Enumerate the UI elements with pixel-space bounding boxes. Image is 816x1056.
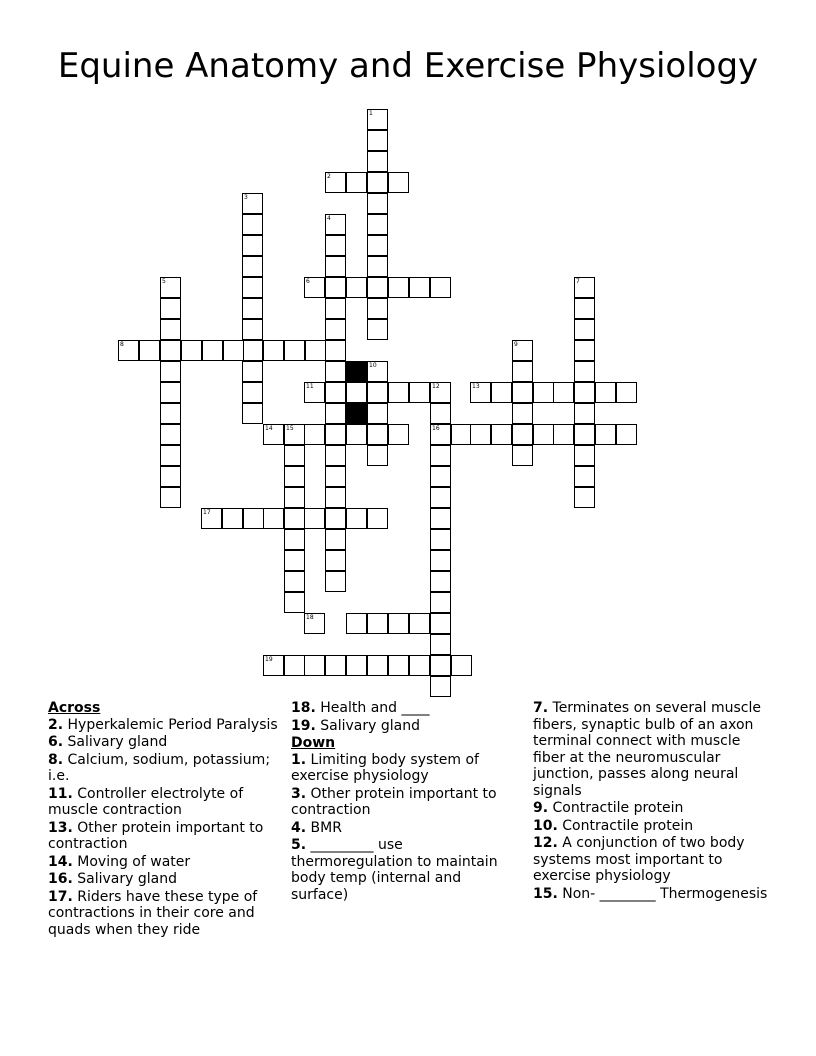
clue-down-4: 4. BMR <box>291 819 342 836</box>
grid-cell[interactable] <box>574 403 595 424</box>
clue-number-8: 8 <box>120 341 124 348</box>
grid-cell[interactable] <box>512 403 533 424</box>
clue-number-9: 9 <box>514 341 518 348</box>
grid-cell[interactable] <box>160 403 181 424</box>
grid-cell[interactable] <box>160 466 181 487</box>
grid-cell[interactable] <box>367 508 388 529</box>
grid-cell[interactable] <box>139 340 160 361</box>
grid-cell[interactable] <box>533 424 554 445</box>
clue-across-14: 14. Moving of water <box>48 853 191 870</box>
grid-cell[interactable] <box>470 424 491 445</box>
grid-cell[interactable] <box>430 487 451 508</box>
grid-cell[interactable] <box>263 508 284 529</box>
grid-cell[interactable] <box>616 424 637 445</box>
grid-cell[interactable] <box>574 361 595 382</box>
grid-cell[interactable] <box>430 529 451 550</box>
grid-cell[interactable] <box>284 550 305 571</box>
clue-across-18: 18. Health and ____ <box>291 700 430 716</box>
grid-cell[interactable] <box>160 319 181 340</box>
grid-cell[interactable] <box>430 445 451 466</box>
grid-cell[interactable] <box>595 382 616 403</box>
clue-across-19: 19. Salivary gland <box>291 717 420 734</box>
grid-cell[interactable] <box>242 340 263 361</box>
grid-cell[interactable] <box>223 340 244 361</box>
grid-cell[interactable] <box>430 508 451 529</box>
clue-number-13: 13 <box>472 383 480 390</box>
grid-cell[interactable] <box>304 424 325 445</box>
grid-cell[interactable] <box>242 361 263 382</box>
grid-cell[interactable] <box>160 424 181 445</box>
grid-cell[interactable] <box>367 445 388 466</box>
clue-across-17: 17. Riders have these type of contractions in their core and quads when they ride <box>48 888 258 938</box>
page-title: Equine Anatomy and Exercise Physiology <box>57 46 759 86</box>
grid-cell[interactable] <box>512 382 533 403</box>
grid-cell[interactable] <box>325 235 346 256</box>
grid-cell[interactable] <box>263 340 284 361</box>
grid-cell[interactable] <box>367 193 388 214</box>
clue-number-6: 6 <box>306 278 310 285</box>
grid-cell[interactable] <box>388 613 409 634</box>
grid-cell[interactable] <box>430 571 451 592</box>
grid-cell[interactable] <box>367 214 388 235</box>
grid-cell[interactable] <box>512 361 533 382</box>
grid-cell[interactable] <box>430 634 451 655</box>
grid-cell[interactable] <box>574 487 595 508</box>
grid-cell[interactable] <box>595 424 616 445</box>
grid-cell[interactable] <box>367 130 388 151</box>
grid-cell[interactable] <box>451 424 472 445</box>
grid-cell[interactable] <box>367 382 388 403</box>
grid-cell[interactable] <box>284 508 305 529</box>
grid-cell[interactable] <box>367 424 388 445</box>
grid-cell[interactable] <box>430 592 451 613</box>
grid-cell[interactable] <box>284 466 305 487</box>
grid-cell[interactable] <box>574 319 595 340</box>
clue-down-15: 15. Non- ________ Thermogenesis <box>533 885 768 902</box>
grid-cell[interactable] <box>242 235 263 256</box>
grid-cell[interactable] <box>284 571 305 592</box>
grid-cell[interactable] <box>305 340 326 361</box>
grid-cell[interactable] <box>160 382 181 403</box>
clue-down-5: 5. _________ use thermoregulation to maintain body temp (internal and surface) <box>291 837 498 903</box>
clue-number-5: 5 <box>162 278 166 285</box>
grid-cell[interactable] <box>284 445 305 466</box>
clue-number-10: 10 <box>369 362 377 369</box>
grid-cell[interactable] <box>574 340 595 361</box>
grid-cell[interactable] <box>409 655 430 676</box>
grid-cell[interactable] <box>346 508 367 529</box>
grid-cell[interactable] <box>367 277 388 298</box>
clue-number-19: 19 <box>265 656 273 663</box>
grid-cell[interactable] <box>325 571 346 592</box>
grid-cell[interactable] <box>409 613 430 634</box>
grid-cell[interactable] <box>325 256 346 277</box>
grid-cell[interactable] <box>160 298 181 319</box>
grid-cell[interactable] <box>616 382 637 403</box>
clue-number-15: 15 <box>286 425 294 432</box>
grid-cell[interactable] <box>430 277 451 298</box>
grid-cell[interactable] <box>346 424 367 445</box>
down-heading: Down <box>291 735 336 751</box>
grid-cell[interactable] <box>367 172 388 193</box>
grid-cell[interactable] <box>325 445 346 466</box>
clue-column-2 <box>291 700 521 904</box>
grid-cell[interactable] <box>304 655 325 676</box>
grid-cell[interactable] <box>284 655 305 676</box>
clue-number-1: 1 <box>369 110 373 117</box>
grid-cell[interactable] <box>430 466 451 487</box>
grid-cell[interactable] <box>325 550 346 571</box>
grid-cell[interactable] <box>160 361 181 382</box>
grid-cell[interactable] <box>574 382 595 403</box>
clue-number-18: 18 <box>306 614 314 621</box>
grid-cell[interactable] <box>430 550 451 571</box>
grid-cell[interactable] <box>512 445 533 466</box>
grid-cell[interactable] <box>409 382 430 403</box>
grid-cell[interactable] <box>367 613 388 634</box>
clue-number-11: 11 <box>306 383 314 390</box>
clue-number-12: 12 <box>432 383 440 390</box>
clue-column-3 <box>533 700 773 903</box>
clue-down-10: 10. Contractile protein <box>533 817 694 834</box>
grid-cell[interactable] <box>181 340 202 361</box>
grid-cell[interactable] <box>367 319 388 340</box>
clue-down-9: 9. Contractile protein <box>533 800 684 816</box>
grid-cell[interactable] <box>346 277 367 298</box>
grid-cell[interactable] <box>222 508 243 529</box>
grid-cell[interactable] <box>242 256 263 277</box>
grid-cell[interactable] <box>160 487 181 508</box>
black-cell <box>346 361 367 382</box>
grid-cell[interactable] <box>325 340 346 361</box>
grid-cell[interactable] <box>325 424 346 445</box>
grid-cell[interactable] <box>346 382 367 403</box>
grid-cell[interactable] <box>346 172 367 193</box>
clue-number-7: 7 <box>576 278 580 285</box>
grid-cell[interactable] <box>325 655 346 676</box>
grid-cell[interactable] <box>325 403 346 424</box>
grid-cell[interactable] <box>491 424 512 445</box>
grid-cell[interactable] <box>304 508 325 529</box>
grid-cell[interactable] <box>242 214 263 235</box>
grid-cell[interactable] <box>574 466 595 487</box>
grid-cell[interactable] <box>242 403 263 424</box>
grid-cell[interactable] <box>325 298 346 319</box>
grid-cell[interactable] <box>325 319 346 340</box>
grid-cell[interactable] <box>430 676 451 697</box>
clue-across-13: 13. Other protein important to contraction <box>48 819 264 852</box>
grid-cell[interactable] <box>574 445 595 466</box>
grid-cell[interactable] <box>491 382 512 403</box>
grid-cell[interactable] <box>284 487 305 508</box>
grid-cell[interactable] <box>430 613 451 634</box>
grid-cell[interactable] <box>242 298 263 319</box>
grid-cell[interactable] <box>325 277 346 298</box>
clue-across-11: 11. Controller electrolyte of muscle contraction <box>48 785 244 818</box>
grid-cell[interactable] <box>553 424 574 445</box>
clue-down-12: 12. A conjunction of two body systems most important to exercise physiology <box>533 835 745 884</box>
grid-cell[interactable] <box>284 592 305 613</box>
grid-cell[interactable] <box>430 655 451 676</box>
clue-number-16: 16 <box>432 425 440 432</box>
clue-across-6: 6. Salivary gland <box>48 734 168 750</box>
grid-cell[interactable] <box>367 256 388 277</box>
grid-cell[interactable] <box>574 424 595 445</box>
grid-cell[interactable] <box>284 340 305 361</box>
grid-cell[interactable] <box>346 655 367 676</box>
grid-cell[interactable] <box>367 655 388 676</box>
grid-cell[interactable] <box>574 298 595 319</box>
grid-cell[interactable] <box>430 403 451 424</box>
grid-cell[interactable] <box>367 298 388 319</box>
grid-cell[interactable] <box>242 382 263 403</box>
grid-cell[interactable] <box>242 277 263 298</box>
clue-number-3: 3 <box>244 194 248 201</box>
grid-cell[interactable] <box>388 655 409 676</box>
grid-cell[interactable] <box>388 277 409 298</box>
black-cell <box>346 403 367 424</box>
clue-across-8: 8. Calcium, sodium, potassium; i.e. <box>48 751 271 784</box>
grid-cell[interactable] <box>325 466 346 487</box>
clue-number-2: 2 <box>327 173 331 180</box>
grid-cell[interactable] <box>243 508 264 529</box>
grid-cell[interactable] <box>388 382 409 403</box>
clue-column-1 <box>48 700 280 939</box>
grid-cell[interactable] <box>325 487 346 508</box>
grid-cell[interactable] <box>388 172 409 193</box>
grid-cell[interactable] <box>325 508 346 529</box>
grid-cell[interactable] <box>367 151 388 172</box>
grid-cell[interactable] <box>325 361 346 382</box>
grid-cell[interactable] <box>451 655 472 676</box>
grid-cell[interactable] <box>533 382 554 403</box>
clue-down-1: 1. Limiting body system of exercise physiology <box>291 751 479 784</box>
grid-cell[interactable] <box>346 613 367 634</box>
clue-down-7: 7. Terminates on several muscle fibers, synaptic bulb of an axon terminal connect with muscle fiber at the neuromuscular junction, passes along neural signals <box>533 700 762 799</box>
clue-number-14: 14 <box>265 425 273 432</box>
across-heading: Across <box>48 700 101 716</box>
grid-cell[interactable] <box>325 529 346 550</box>
grid-cell[interactable] <box>202 340 223 361</box>
clue-across-2: 2. Hyperkalemic Period Paralysis <box>48 716 278 733</box>
clue-number-4: 4 <box>327 215 331 222</box>
clue-down-3: 3. Other protein important to contraction <box>291 785 497 818</box>
grid-cell[interactable] <box>242 319 263 340</box>
clue-across-16: 16. Salivary gland <box>48 871 177 887</box>
grid-cell[interactable] <box>367 235 388 256</box>
grid-cell[interactable] <box>325 382 346 403</box>
grid-cell[interactable] <box>409 277 430 298</box>
grid-cell[interactable] <box>160 445 181 466</box>
grid-cell[interactable] <box>160 340 181 361</box>
clue-number-17: 17 <box>203 509 211 516</box>
grid-cell[interactable] <box>553 382 574 403</box>
grid-cell[interactable] <box>284 529 305 550</box>
grid-cell[interactable] <box>512 424 533 445</box>
grid-cell[interactable] <box>367 403 388 424</box>
grid-cell[interactable] <box>388 424 409 445</box>
